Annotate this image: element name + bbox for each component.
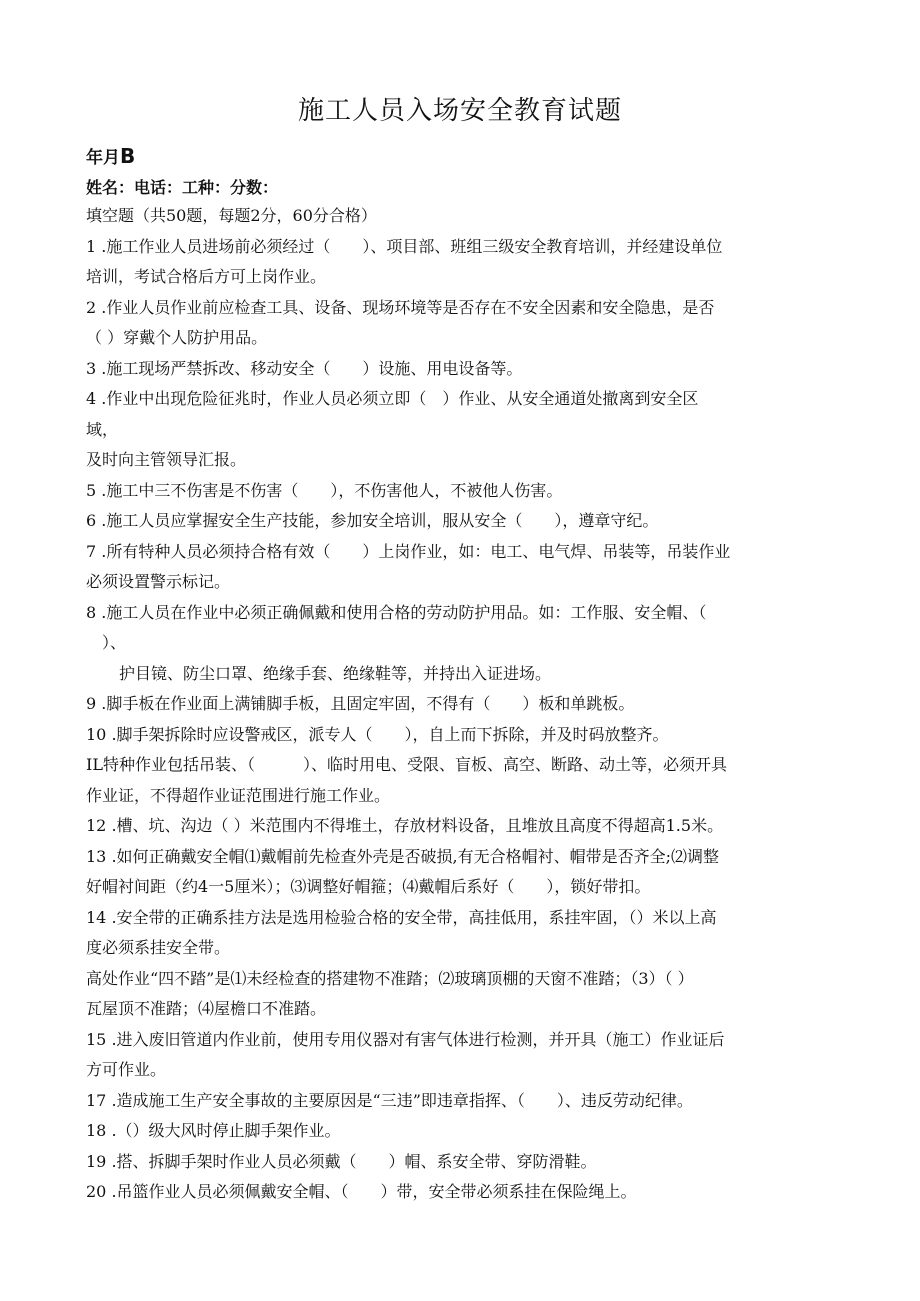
- question-line: 3 .施工现场严禁拆改、移动安全（ ）设施、用电设备等。: [86, 359, 523, 378]
- question-line: 18 .（）级大风时停止脚手架作业。: [86, 1121, 341, 1140]
- question-line: 15 .进入废旧管道内作业前，使用专用仪器对有害气体进行检测，并开具（施工）作业证后: [86, 1030, 725, 1049]
- question-line: 培训，考试合格后方可上岗作业。: [86, 267, 327, 286]
- question-line: 4 .作业中出现危险征兆时，作业人员必须立即（ ）作业、从安全通道处撤离到安全区: [86, 389, 699, 408]
- question-line: 10 .脚手架拆除时应设警戒区，派专人（ ），自上而下拆除，并及时码放整齐。: [86, 725, 669, 744]
- question-line: 方可作业。: [86, 1060, 167, 1079]
- student-info-line: 姓名：电话：工种：分数：: [86, 178, 279, 197]
- question-line: 6 .施工人员应掌握安全生产技能，参加安全培训，服从安全（ ），遵章守纪。: [86, 511, 659, 530]
- question-line: 及时向主管领导汇报。: [86, 450, 247, 469]
- question-line: 8 .施工人员在作业中必须正确佩戴和使用合格的劳动防护用品。如：工作服、安全帽、（: [86, 603, 707, 622]
- question-line: 2 .作业人员作业前应检查工具、设备、现场环境等是否存在不安全因素和安全隐患，是否: [86, 298, 715, 317]
- question-line: 20 .吊篮作业人员必须佩戴安全帽、（ ）带，安全带必须系挂在保险绳上。: [86, 1182, 637, 1201]
- question-line: 必须设置警示标记。: [86, 572, 231, 591]
- question-line: （ ）穿戴个人防护用品。: [86, 328, 268, 347]
- question-line: 12 .槽、坑、沟边（ ）米范围内不得堆土，存放材料设备，且堆放且高度不得超高1.5米。: [86, 816, 724, 835]
- question-line: 好帽衬间距（约4一5厘米）；⑶调整好帽箍；⑷戴帽后系好（ ），锁好带扣。: [86, 877, 651, 896]
- question-line: 9 .脚手板在作业面上满铺脚手板，且固定牢固，不得有（ ）板和单跳板。: [86, 694, 635, 713]
- question-line: 5 .施工中三不伤害是不伤害（ ），不伤害他人，不被他人伤害。: [86, 481, 563, 500]
- date-prefix: 年月: [86, 148, 120, 168]
- question-line: IL特种作业包括吊装、（ ）、临时用电、受限、盲板、高空、断路、动土等，必须开具: [86, 755, 727, 774]
- question-line: 作业证，不得超作业证范围进行施工作业。: [86, 786, 391, 805]
- question-line: 度必须系挂安全带。: [86, 938, 231, 957]
- question-line: 17 .造成施工生产安全事故的主要原因是“三违”即违章指挥、（ ）、违反劳动纪律。: [86, 1091, 693, 1110]
- question-line: ）、: [86, 633, 127, 652]
- question-line: 13 .如何正确戴安全帽⑴戴帽前先检查外壳是否破损,有无合格帽衬、帽带是否齐全;⑵调整: [86, 847, 720, 866]
- document-title: 施工人员入场安全教育试题: [297, 96, 622, 126]
- question-line: 瓦屋顶不准踏；⑷屋檐口不准踏。: [86, 999, 327, 1018]
- question-line: 14 .安全带的正确系挂方法是选用检验合格的安全带，高挂低用，系挂牢固，（）米以上高: [86, 908, 717, 927]
- question-line: 1 .施工作业人员进场前必须经过（ ）、项目部、班组三级安全教育培训，并经建设单位: [86, 237, 723, 256]
- question-line: 19 .搭、拆脚手架时作业人员必须戴（ ）帽、系安全带、穿防滑鞋。: [86, 1152, 597, 1171]
- date-line: [86, 143, 135, 168]
- section-intro: 填空题（共50题，每题2分，60分合格）: [86, 206, 377, 225]
- date-suffix: B: [120, 144, 136, 168]
- question-line: 域，: [86, 420, 119, 439]
- question-line: 7 .所有特种人员必须持合格有效（ ）上岗作业，如：电工、电气焊、吊装等，吊装作业: [86, 542, 731, 561]
- question-line: 高处作业“四不踏”是⑴未经检查的搭建物不准踏；⑵玻璃顶棚的天窗不准踏；（3）（ ）: [86, 969, 694, 988]
- question-line: 护目镜、防尘口罩、绝缘手套、绝缘鞋等，并持出入证进场。: [119, 664, 552, 683]
